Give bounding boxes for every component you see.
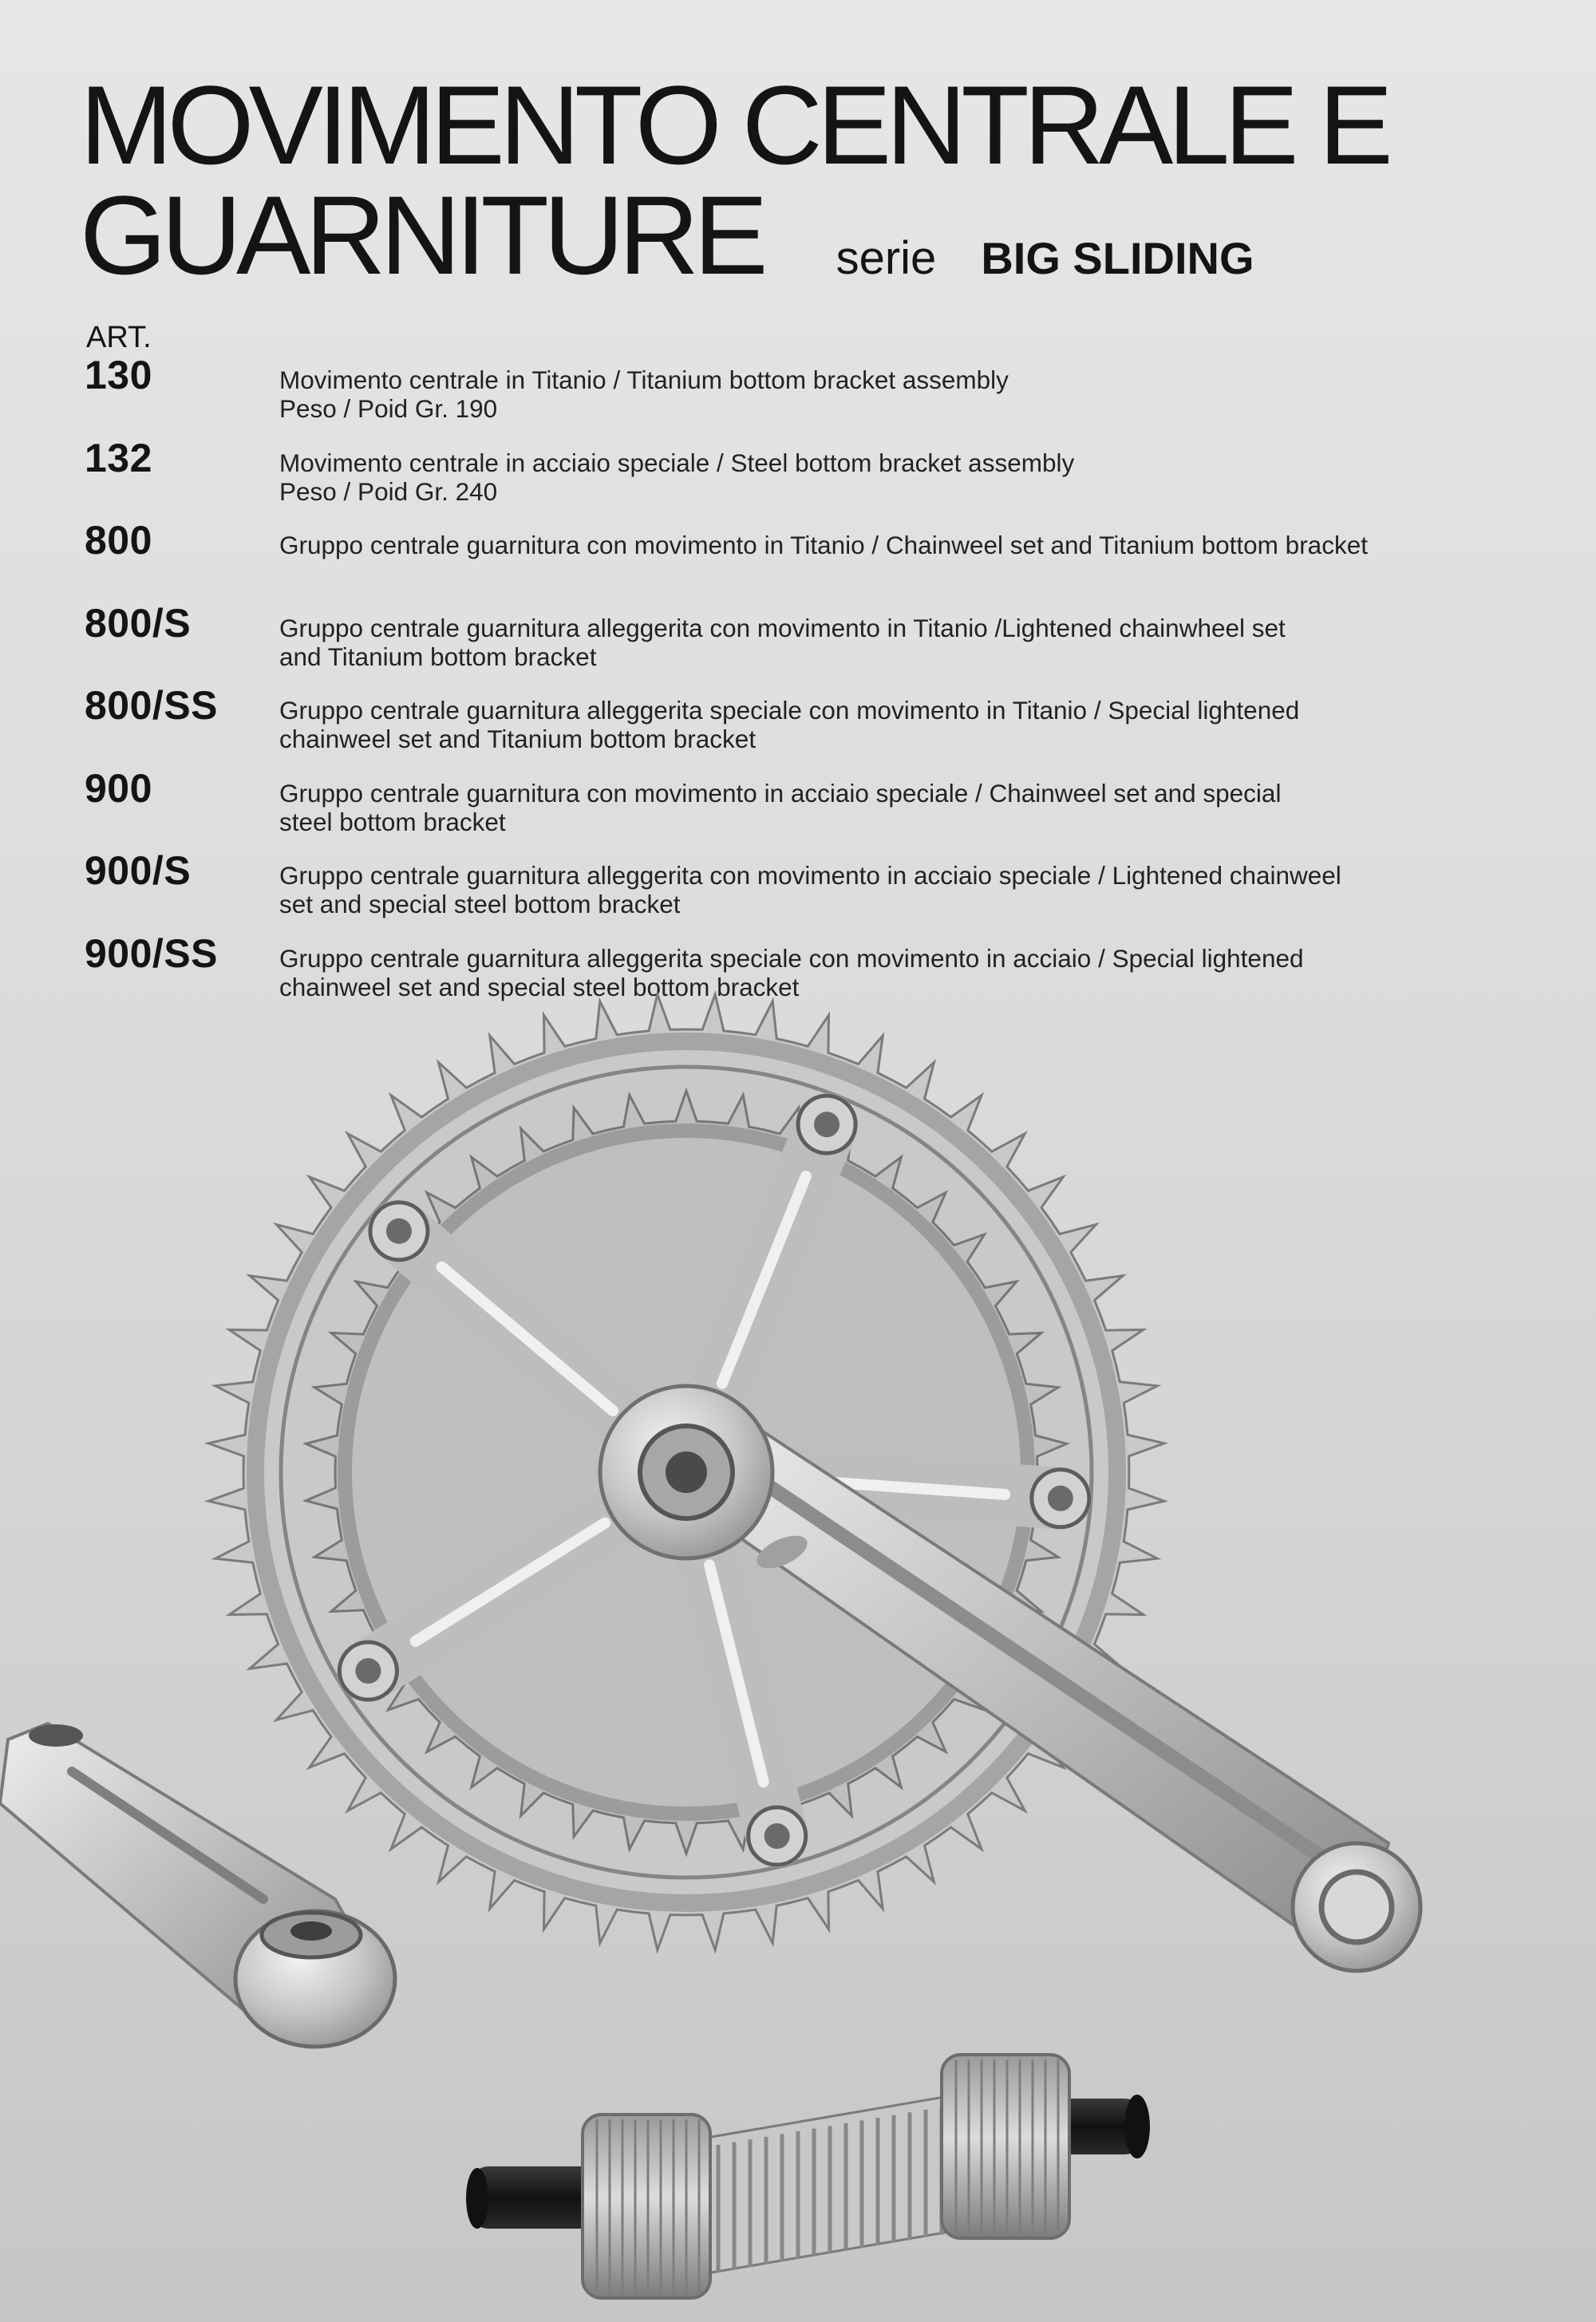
article-description: [279, 531, 1524, 559]
chainring-bolt-head: [386, 1218, 412, 1244]
catalog-row: [85, 351, 1521, 434]
description-line-1: Gruppo centrale guarnitura alleggerita speciale con movimento in acciaio / Special lightened: [279, 943, 1304, 973]
chainring-bolt-head: [814, 1112, 839, 1137]
description-line-2: chainweel set and Titanium bottom bracket: [279, 725, 757, 753]
catalog-row: [85, 599, 1521, 682]
title-line-2: [80, 172, 1516, 314]
description-line-2: Peso / Poid Gr. 190: [279, 394, 498, 423]
chainring-bolt-head: [1048, 1486, 1073, 1511]
chainring-bolt-head: [355, 1658, 381, 1684]
article-description: [279, 365, 1524, 423]
catalog-row: [85, 434, 1521, 517]
description-line-1: Gruppo centrale guarnitura con movimento in Titanio / Chainweel set and Titanium bottom bracket: [279, 531, 1368, 559]
description-line-1: Gruppo centrale guarnitura con movimento in acciaio speciale / Chainweel set and special: [279, 778, 1282, 808]
catalog-row: [85, 764, 1521, 847]
description-line-2: Peso / Poid Gr. 240: [279, 476, 498, 506]
bottom-bracket: [466, 2055, 1150, 2298]
description-line-1: Gruppo centrale guarnitura alleggerita con movimento in acciaio speciale / Lightened chainweel: [279, 861, 1341, 890]
article-code: 900: [85, 765, 152, 811]
page-title: [80, 62, 1516, 314]
description-line-2: steel bottom bracket: [279, 807, 506, 836]
article-description: [279, 779, 1524, 836]
catalog-row: [85, 847, 1521, 930]
description-line-2: set and special steel bottom bracket: [279, 890, 681, 918]
chainring-bolt-head: [764, 1823, 790, 1849]
article-code: 132: [85, 435, 152, 480]
series-name: BIG SLIDING: [981, 233, 1254, 283]
article-description: [279, 861, 1524, 918]
article-code: 800/S: [85, 600, 192, 646]
left-crank-arm: [0, 1724, 395, 2047]
article-description: [279, 448, 1524, 506]
description-line-1: Movimento centrale in Titanio / Titanium bottom bracket assembly: [279, 365, 1009, 394]
title-line-2-text: GUARNITURE: [80, 172, 763, 298]
article-code: 800: [85, 518, 152, 563]
description-line-2: and Titanium bottom bracket: [279, 642, 597, 671]
catalog-row: [85, 516, 1521, 599]
catalog-list: [85, 351, 1521, 1012]
article-code: 130: [85, 353, 152, 397]
crankset-photo: [0, 989, 1596, 2322]
description-line-1: Movimento centrale in acciaio speciale / Steel bottom bracket assembly: [279, 448, 1075, 477]
title-line-1: MOVIMENTO CENTRALE E: [80, 62, 1388, 188]
serie-label: serie: [836, 232, 937, 284]
art-header: ART.: [86, 321, 152, 354]
description-line-1: Gruppo centrale guarnitura alleggerita con movimento in Titanio /Lightened chainwheel set: [279, 613, 1286, 642]
article-code: 900/SS: [85, 930, 219, 976]
article-description: [279, 696, 1524, 753]
description-line-1: Gruppo centrale guarnitura alleggerita speciale con movimento in Titanio / Special lightened: [279, 696, 1300, 725]
catalog-row: [85, 681, 1521, 764]
article-description: [279, 614, 1524, 671]
description-line-2: chainweel set and special steel bottom bracket: [279, 972, 800, 1001]
article-code: 800/SS: [85, 683, 219, 728]
article-code: 900/S: [85, 848, 192, 893]
